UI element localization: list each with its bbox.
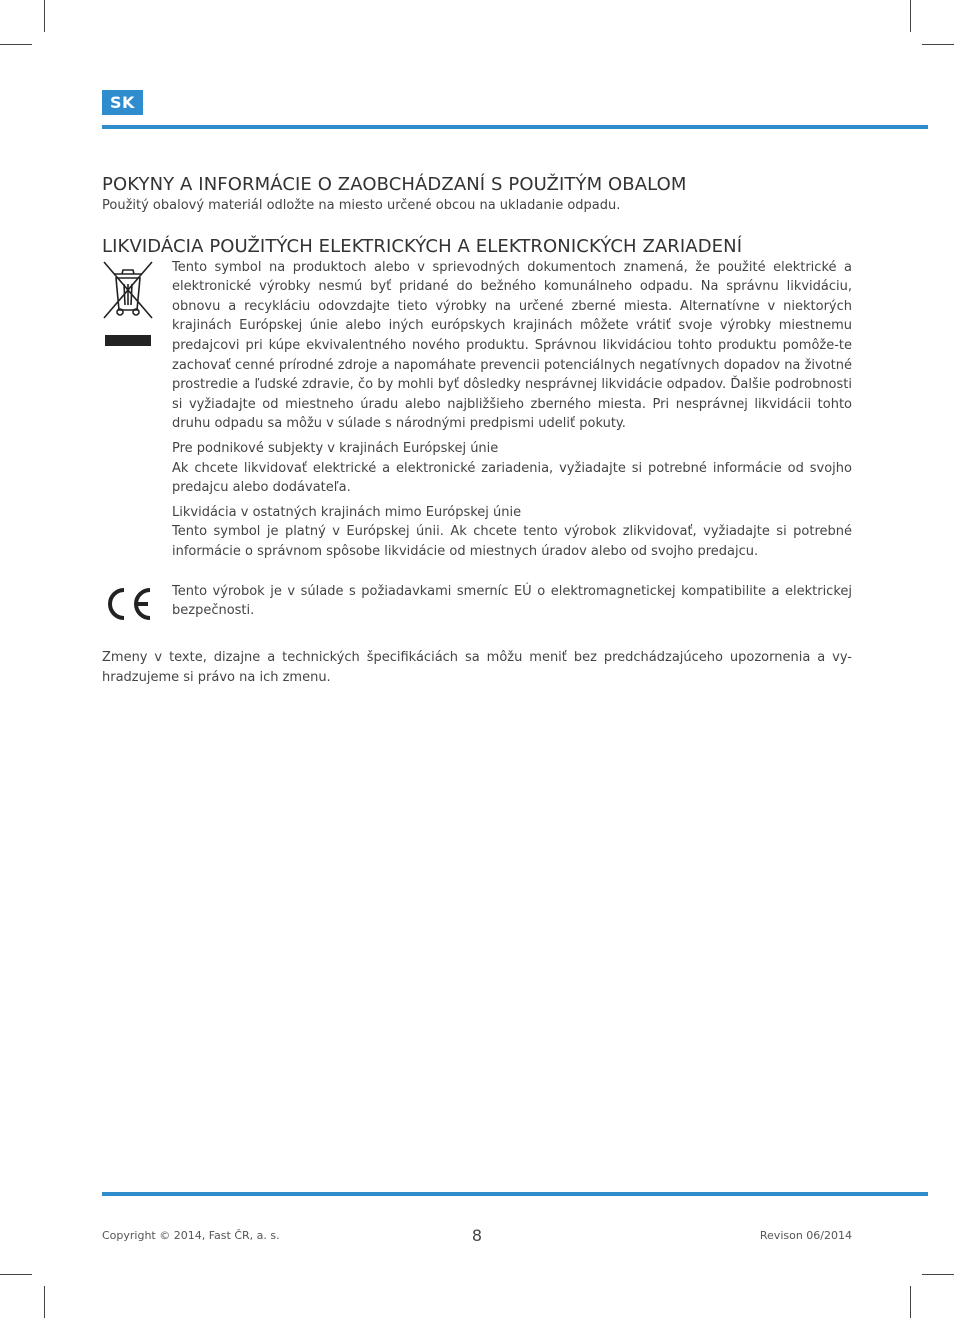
business-heading: Pre podnikové subjekty v krajinách Európskej únie [172, 440, 499, 456]
footer-copyright: Copyright © 2014, Fast ČR, a. s. [102, 1229, 280, 1242]
disposal-section [102, 236, 852, 562]
page-content [102, 174, 852, 687]
crop-mark [922, 1274, 954, 1275]
weee-row [102, 258, 852, 562]
footer-revision: Revison 06/2014 [759, 1229, 852, 1242]
packaging-section [102, 174, 852, 216]
crop-mark [922, 44, 954, 45]
packaging-text: Použitý obalový materiál odložte na miesto určené obcou na ukladanie odpadu. [102, 198, 621, 213]
ce-mark-icon [102, 586, 172, 629]
changes-notice: Zmeny v texte, dizajne a technických špecifikáciách sa môžu meniť bez predchádzajúceho upozornenia a vy-hradzujeme si právo na ich zmenu. [102, 650, 852, 685]
crop-mark [44, 1286, 45, 1318]
weee-icon [102, 260, 154, 347]
ce-row [102, 582, 852, 629]
crop-mark [910, 0, 911, 32]
page-footer [102, 1226, 852, 1246]
crop-mark [0, 1274, 32, 1275]
ce-text: Tento výrobok je v súlade s požiadavkami smerníc EÚ o elektromagnetickej kompatibilite a elektrickej bezpečnosti. [172, 583, 852, 619]
page-number: 8 [471, 1226, 483, 1245]
crop-mark [44, 0, 45, 32]
disposal-title: LIKVIDÁCIA POUŽITÝCH ELEKTRICKÝCH A ELEKTRONICKÝCH ZARIADENÍ [102, 235, 743, 257]
other-countries-heading: Likvidácia v ostatných krajinách mimo Európskej únie [172, 504, 522, 520]
weee-bar [105, 335, 151, 346]
crop-mark [0, 44, 32, 45]
footer-rule [102, 1192, 928, 1196]
packaging-title: POKYNY A INFORMÁCIE O ZAOBCHÁDZANÍ S POUŽITÝM OBALOM [102, 174, 687, 195]
business-text: Ak chcete likvidovať elektrické a elektronické zariadenia, vyžiadajte si potrebné informácie od svojho predajcu alebo dodávateľa. [172, 460, 852, 496]
crop-mark [910, 1286, 911, 1318]
language-badge: SK [102, 90, 143, 115]
disposal-paragraph: Tento symbol na produktoch alebo v sprievodných dokumentoch znamená, že použité elektrické a elektronické výrobky nesmú byť pridané do bežného komunálneho odpadu. Na správnu likvidáciu, obnovu a recykláciu odovzdajte tieto výrobky na určené zberné miesta. Alternatívne v niektorých krajinách Európskej únie alebo iných európskych krajinách môžete vrátiť svoje výrobky miestnemu predajcovi pri kúpe ekvivalentného nového produktu. Správnou likvidáciou tohto produktu pomôže-te zachovať cenné prírodné zdroje a napomáhate prevencii potenciálnych negatívnych dopadov na životné prostredie a ľudské zdravie, čo by mohli byť dôsledky nesprávnej likvidácie odpadov. Ďalšie podrobnosti si vyžiadajte od miestneho úradu alebo najbližšieho zberného miesta. Pri nesprávnej likvidácii tohto druhu odpadu sa môžu v súlade s národnými predpismi udeliť pokuty. [172, 259, 852, 432]
header-rule [102, 125, 928, 129]
other-countries-text: Tento symbol je platný v Európskej únii. Ak chcete tento výrobok zlikvidovať, vyžiadajte si potrebné informácie o správnom spôsobe likvidácie od miestnych úradov alebo od svojho predajcu. [172, 524, 852, 559]
